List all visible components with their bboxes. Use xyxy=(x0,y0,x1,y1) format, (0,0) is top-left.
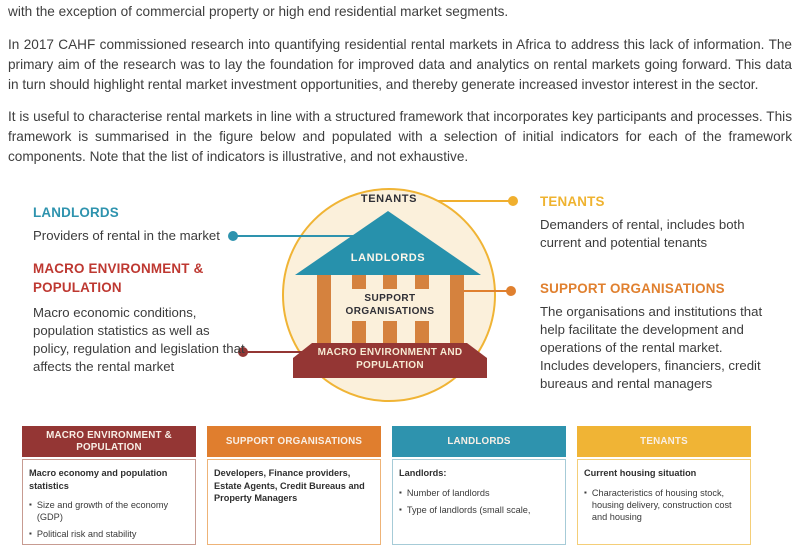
bullet-item xyxy=(584,487,744,523)
bullet-text: ▪ Characteristics of housing stock, housing delivery, construction cost and housing xyxy=(591,487,732,522)
table-intro-landlords: Landlords: xyxy=(399,468,447,478)
house-base-label: MACRO ENVIRONMENT AND POPULATION xyxy=(317,347,463,371)
bullet-text: ▪ Size and growth of the economy (GDP) xyxy=(36,500,169,522)
table-intro-macro: Macro economy and population statistics xyxy=(29,468,168,491)
callout-landlords-body: Providers of rental in the market xyxy=(33,228,220,243)
paragraph-cahf-research: In 2017 CAHF commissioned research into quantifying residential rental markets in Africa to address this lack of information. The primary aim of the research was to lay the foundation for improved data and analytics on rental markets going forward. This data in turn should highlight rental market investment opportunities, and thereby generate increased investor interest in the sector. xyxy=(8,37,792,92)
callout-landlords-heading: LANDLORDS xyxy=(33,205,119,220)
callout-support-heading: SUPPORT ORGANISATIONS xyxy=(540,281,725,296)
house-tenants-label: TENANTS xyxy=(360,193,418,205)
callout-macro xyxy=(33,259,245,376)
bullet-item xyxy=(29,499,189,523)
house-support-label: SUPPORT ORGANISATIONS xyxy=(334,289,446,321)
table-body-landlords xyxy=(392,459,566,545)
bullet-list xyxy=(29,499,189,540)
bullet-text: ▪ Type of landlords (small scale, xyxy=(406,504,531,515)
callout-landlords xyxy=(33,203,243,245)
callout-tenants-heading: TENANTS xyxy=(540,194,605,209)
table-column-support xyxy=(207,426,381,545)
bullet-text: ▪ Number of landlords xyxy=(406,487,490,498)
callout-tenants-body: Demanders of rental, includes both current and potential tenants xyxy=(540,217,745,250)
bullet-list xyxy=(399,487,559,516)
bullet-item xyxy=(399,504,559,516)
table-body-support xyxy=(207,459,381,545)
table-header-macro: MACRO ENVIRONMENT & POPULATION xyxy=(22,426,196,457)
support-connector-dot xyxy=(506,286,516,296)
paragraph-continuation: with the exception of commercial property or high end residential market segments. xyxy=(8,4,509,19)
bullet-item xyxy=(399,487,559,499)
callout-tenants xyxy=(540,192,745,252)
paragraph-framework-intro: It is useful to characterise rental markets in line with a structured framework that incorporates key participants and processes. This framework is summarised in the figure below and populated with a selection of initial indicators for each of the framework components. Note that the list of indicators is illustrative, and not exhaustive. xyxy=(8,109,792,164)
table-column-landlords xyxy=(392,426,566,545)
table-header-tenants: TENANTS xyxy=(577,426,751,457)
table-intro-support: Developers, Finance providers, Estate Agents, Credit Bureaus and Property Managers xyxy=(214,468,365,503)
callout-support xyxy=(540,279,768,393)
bullet-item xyxy=(29,528,189,540)
tenants-connector-dot xyxy=(508,196,518,206)
bullet-list xyxy=(584,487,744,523)
house-pillar xyxy=(317,275,331,343)
table-body-tenants xyxy=(577,459,751,545)
table-intro-tenants: Current housing situation xyxy=(584,468,697,478)
table-column-tenants xyxy=(577,426,751,545)
bullet-text: ▪ Political risk and stability xyxy=(36,529,137,539)
callout-macro-heading: MACRO ENVIRONMENT & POPULATION xyxy=(33,261,204,295)
table-column-macro xyxy=(22,426,196,545)
callout-support-body: The organisations and institutions that help facilitate the development and operations of the rental market. Includes developers, financiers, credit bureaus and rental managers xyxy=(540,304,763,391)
rental-framework-figure xyxy=(0,179,800,426)
callout-macro-body: Macro economic conditions, population statistics as well as policy, regulation and legislation that affects the rental market xyxy=(33,305,245,374)
table-header-landlords: LANDLORDS xyxy=(392,426,566,457)
house-landlords-label: LANDLORDS xyxy=(350,252,426,264)
table-body-macro xyxy=(22,459,196,545)
house-pillar xyxy=(450,275,464,343)
indicator-table xyxy=(0,426,800,545)
table-header-support: SUPPORT ORGANISATIONS xyxy=(207,426,381,457)
